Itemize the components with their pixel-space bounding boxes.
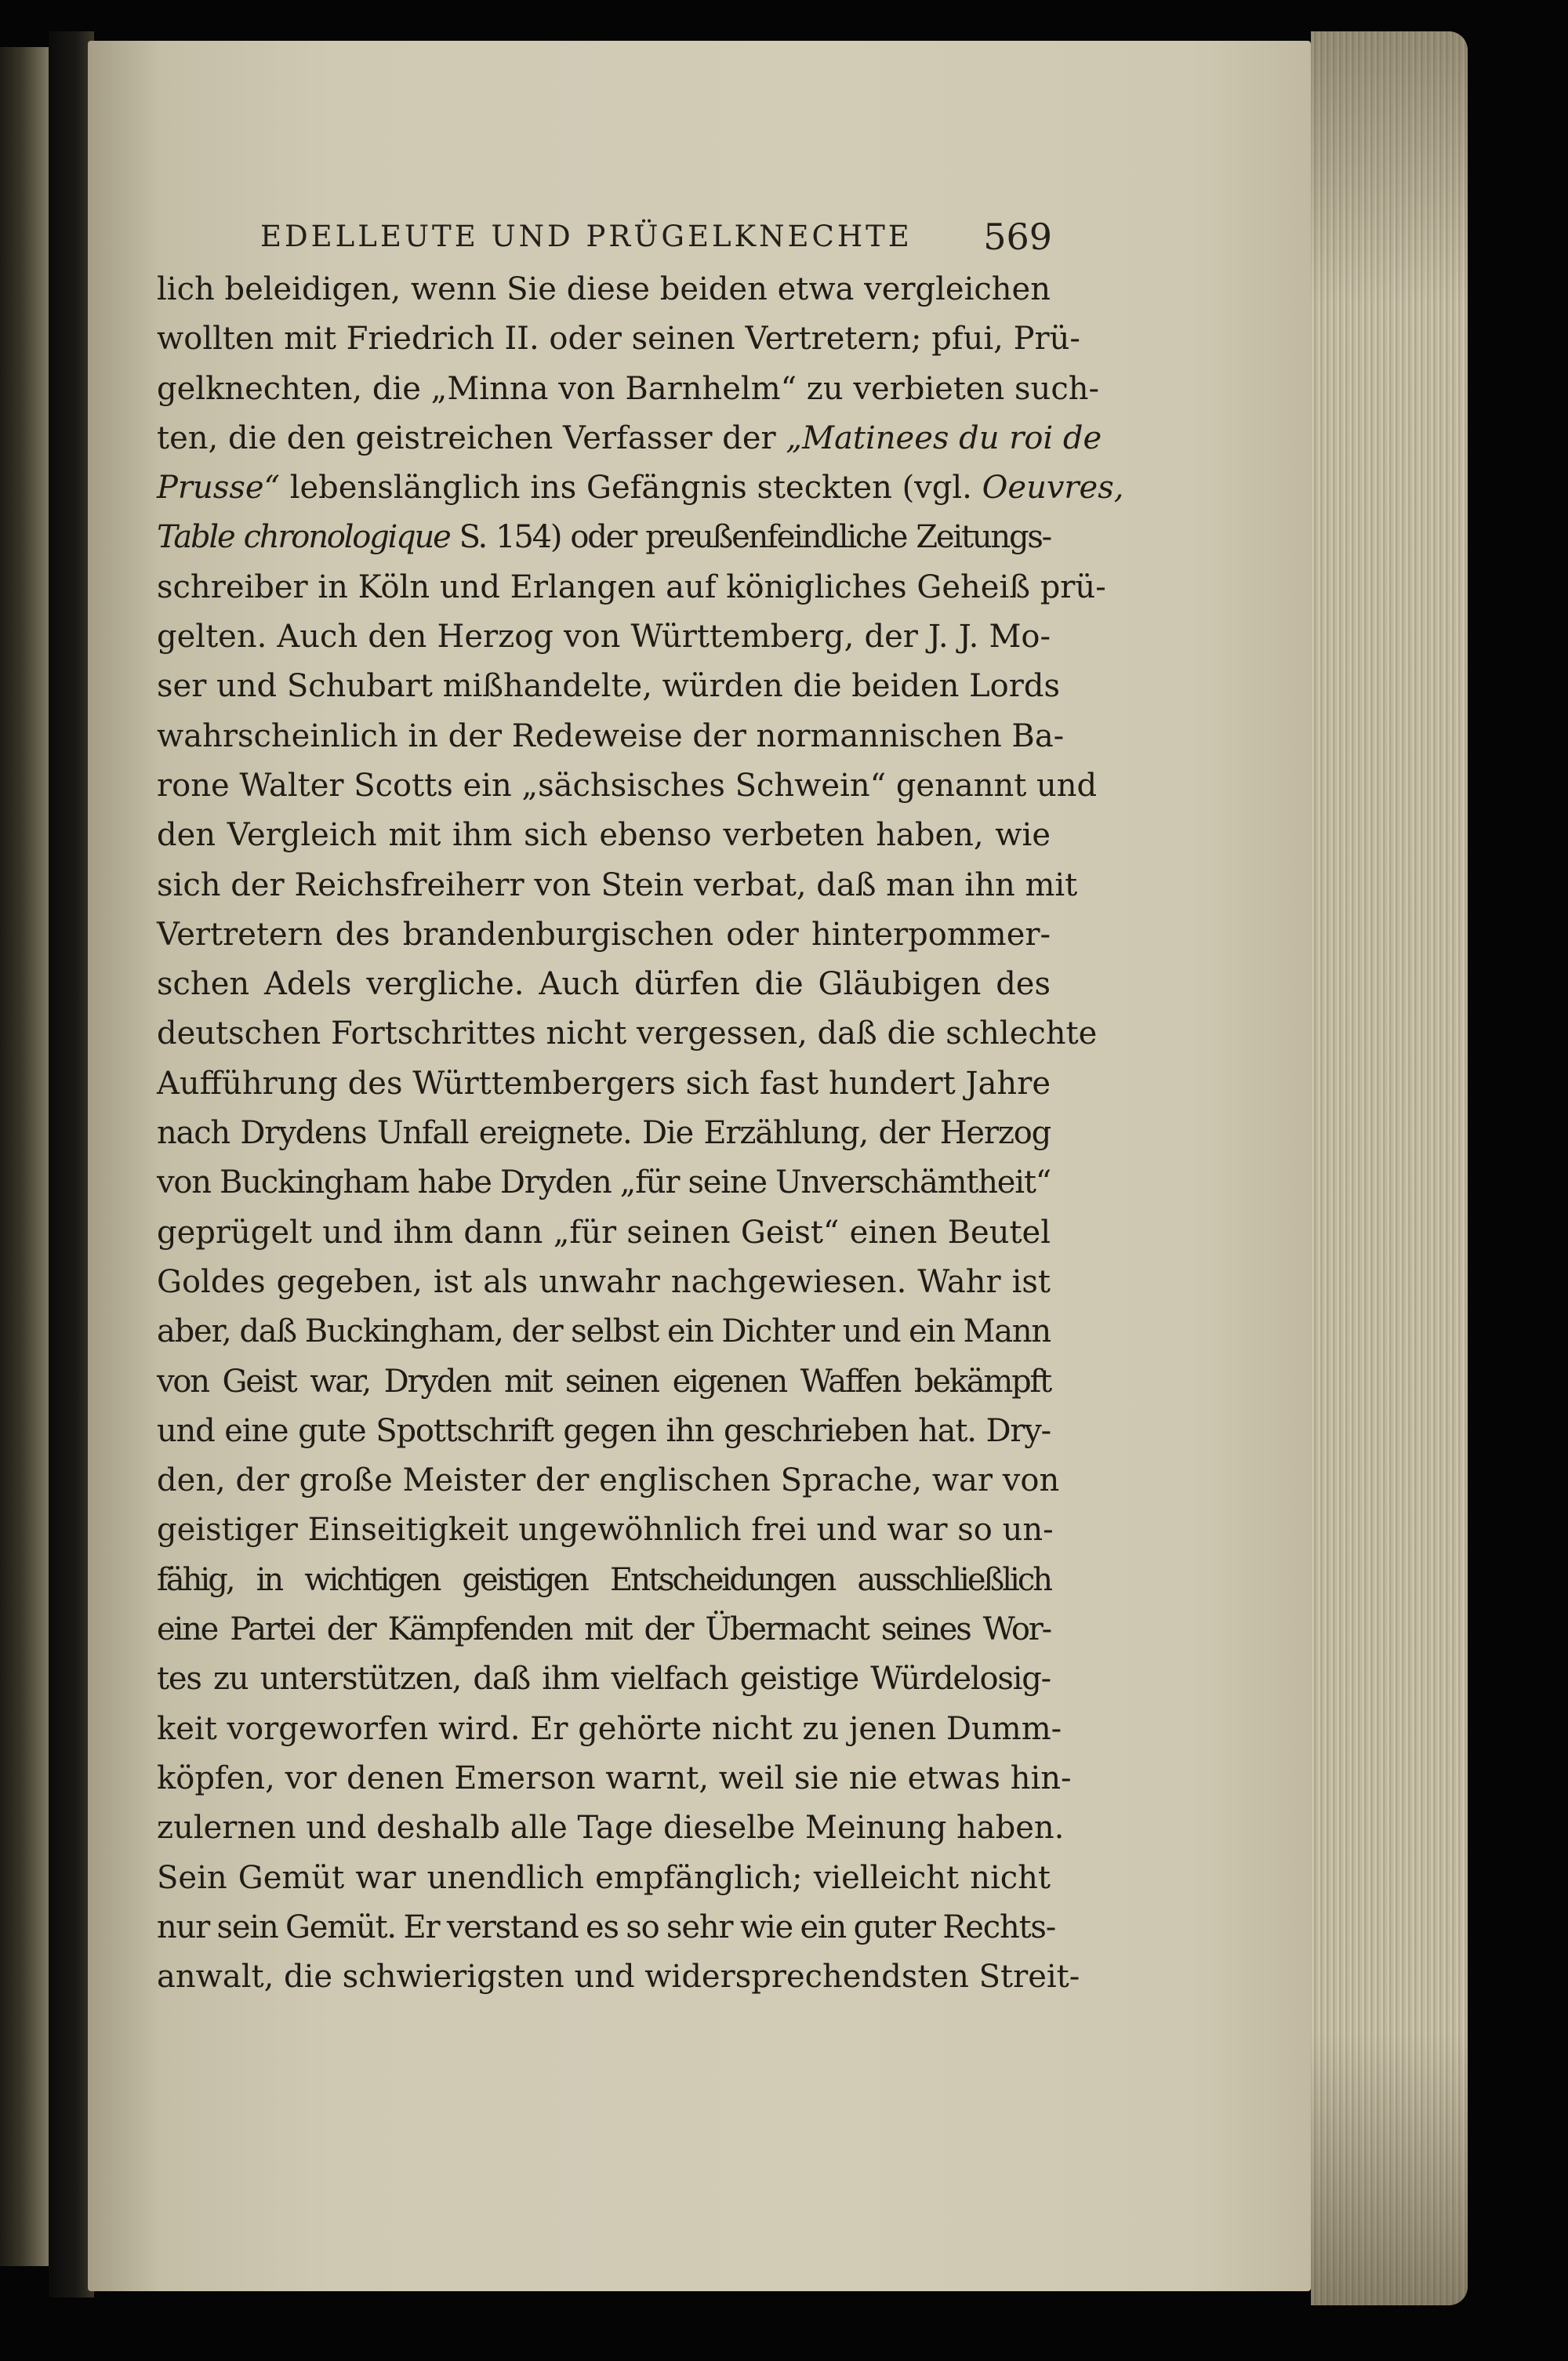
text-line — [157, 712, 1065, 761]
text-line — [157, 1357, 1051, 1407]
text-run: Sein Gemüt war unendlich empfänglich; vielleicht nicht — [157, 1859, 1051, 1896]
text-run: und eine gute Spottschrift gegen ihn geschrieben hat. Dry- — [157, 1412, 1051, 1449]
text-line — [157, 463, 1124, 513]
text-run: gelknechten, die „Minna von Barnhelm“ zu verbieten such- — [157, 370, 1099, 407]
text-run: schen Adels vergliche. Auch dürfen die Gläubigen des — [157, 966, 1051, 1003]
text-line — [157, 662, 1061, 711]
italic-text: Oeuvres, — [982, 470, 1124, 507]
text-line — [157, 1109, 1051, 1158]
text-run: den, der große Meister der englischen Sprache, war von — [157, 1462, 1060, 1499]
text-run: eine Partei der Kämpfenden mit der Übermacht seines Wor- — [157, 1611, 1051, 1648]
text-run: aber, daß Buckingham, der selbst ein Dichter und ein Mann — [157, 1313, 1051, 1350]
text-line — [157, 1506, 1054, 1555]
text-run: sich der Reichsfreiherr von Stein verbat, daß man ihn mit — [157, 866, 1078, 903]
text-run: deutschen Fortschrittes nicht vergessen, daß die schlechte — [157, 1015, 1098, 1052]
text-line — [157, 365, 1099, 414]
text-run: den Vergleich mit ihm sich ebenso verbeten haben, wie — [157, 817, 1051, 854]
text-run: nur sein Gemüt. Er verstand es so sehr wie ein guter Rechts- — [157, 1909, 1056, 1945]
text-run: S. 154) oder preußenfeindliche Zeitungs- — [449, 519, 1051, 556]
text-line — [157, 1158, 1051, 1208]
italic-text: Table chronologique — [157, 519, 450, 556]
text-line — [157, 1059, 1051, 1109]
previous-page-edge — [0, 47, 55, 2266]
italic-text: Prusse“ — [157, 470, 280, 507]
text-line — [157, 761, 1098, 811]
text-line — [157, 612, 1051, 662]
text-run: tes zu unterstützen, daß ihm vielfach geistige Würdelosig- — [157, 1661, 1051, 1698]
text-run: zulernen und deshalb alle Tage dieselbe Meinung haben. — [157, 1810, 1065, 1847]
text-run: schreiber in Köln und Erlangen auf königliches Geheiß prü- — [157, 568, 1106, 605]
text-run: ser und Schubart mißhandelte, würden die beiden Lords — [157, 668, 1061, 705]
text-run: anwalt, die schwierigsten und widersprechendsten Streit- — [157, 1959, 1080, 1996]
text-line — [157, 1854, 1051, 1903]
text-line — [157, 414, 1102, 463]
text-line — [157, 1556, 1051, 1605]
text-line — [157, 1803, 1065, 1853]
italic-text: „Matinees du roi de — [786, 420, 1102, 456]
text-line — [157, 513, 1051, 562]
text-line — [157, 1655, 1051, 1704]
text-line — [157, 314, 1080, 364]
text-line — [157, 1903, 1056, 1952]
page-number: 569 — [983, 216, 1052, 258]
page-block-edges — [1311, 31, 1468, 2305]
text-run: geprügelt und ihm dann „für seinen Geist“ einen Beutel — [157, 1214, 1051, 1251]
text-run: köpfen, vor denen Emerson warnt, weil sie nie etwas hin- — [157, 1760, 1072, 1796]
text-line — [157, 811, 1051, 860]
text-line — [157, 265, 1051, 314]
text-run: gelten. Auch den Herzog von Württemberg, der J. J. Mo- — [157, 619, 1051, 656]
text-line — [157, 1258, 1051, 1307]
body-text — [157, 265, 1124, 2002]
text-run: Goldes gegeben, ist als unwahr nachgewiesen. Wahr ist — [157, 1263, 1051, 1300]
text-run: lich beleidigen, wenn Sie diese beiden etwa vergleichen — [157, 271, 1051, 307]
running-title: EDELLEUTE UND PRÜGELKNECHTE — [260, 220, 913, 253]
text-run: Aufführung des Württembergers sich fast hundert Jahre — [157, 1065, 1051, 1102]
text-run: ten, die den geistreichen Verfasser der — [157, 420, 786, 456]
text-line — [157, 1407, 1051, 1456]
page-header — [260, 213, 1052, 260]
text-line — [157, 910, 1051, 960]
text-line — [157, 1456, 1060, 1506]
text-line — [157, 1754, 1072, 1803]
text-line — [157, 1705, 1062, 1754]
text-run: von Geist war, Dryden mit seinen eigenen Waffen bekämpft — [157, 1363, 1051, 1400]
text-run: geistiger Einseitigkeit ungewöhnlich frei und war so un- — [157, 1512, 1054, 1549]
text-run: von Buckingham habe Dryden „für seine Unverschämtheit“ — [157, 1164, 1051, 1201]
text-line — [157, 1952, 1080, 2002]
text-run: wahrscheinlich in der Redeweise der normannischen Ba- — [157, 717, 1065, 754]
text-line — [157, 1605, 1051, 1655]
text-line — [157, 563, 1106, 612]
text-run: wollten mit Friedrich II. oder seinen Vertretern; pfui, Prü- — [157, 321, 1080, 358]
text-run: lebenslänglich ins Gefängnis steckten (vgl. — [279, 470, 982, 507]
text-line — [157, 861, 1078, 910]
text-line — [157, 1009, 1098, 1059]
text-line — [157, 1208, 1051, 1258]
text-run: Vertretern des brandenburgischen oder hinterpommer- — [157, 916, 1051, 953]
text-run: keit vorgeworfen wird. Er gehörte nicht zu jenen Dumm- — [157, 1710, 1062, 1747]
text-run: rone Walter Scotts ein „sächsisches Schwein“ genannt und — [157, 767, 1098, 804]
text-run: nach Drydens Unfall ereignete. Die Erzählung, der Herzog — [157, 1115, 1051, 1152]
text-run: fähig, in wichtigen geistigen Entscheidungen ausschließlich — [157, 1561, 1051, 1598]
text-line — [157, 1307, 1051, 1357]
text-line — [157, 960, 1051, 1009]
